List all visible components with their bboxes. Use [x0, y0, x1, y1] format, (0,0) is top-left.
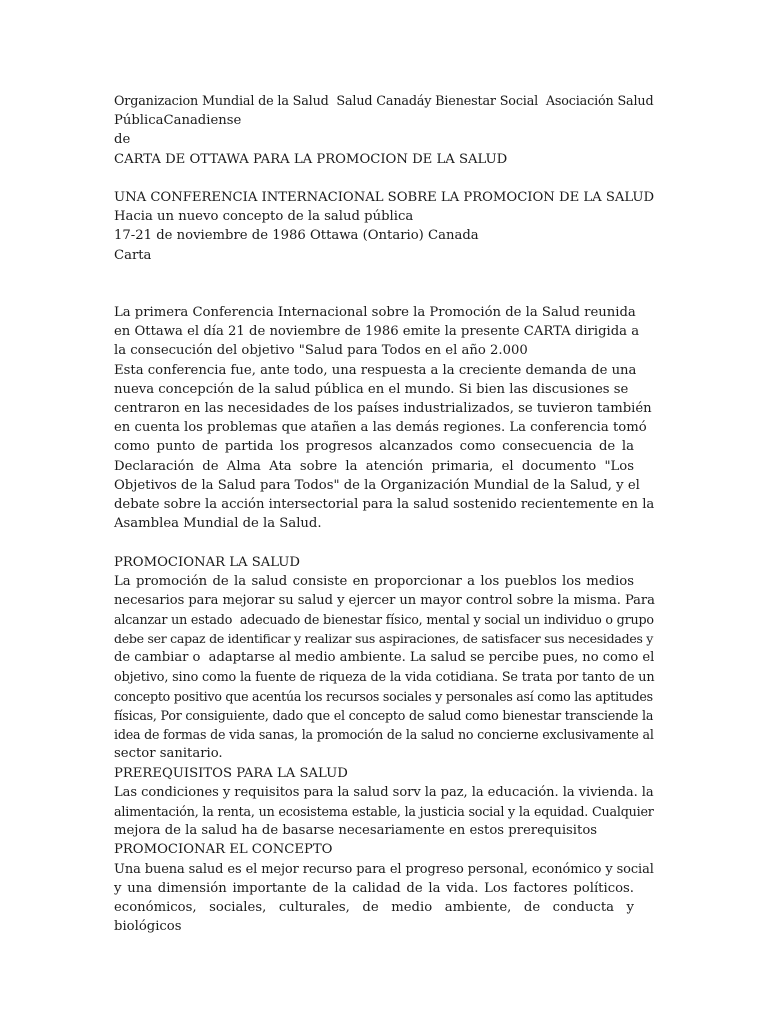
paragraph-line: Las condiciones y requisitos para la salud sorv la paz, la educación. la vivienda. la [114, 784, 654, 800]
paragraph-line: nueva concepción de la salud pública en el mundo. Si bien las discusiones se [114, 381, 629, 397]
paragraph-line: sector sanitario. [114, 746, 223, 762]
paragraph-line: de cambiar o adaptarse al medio ambiente. La salud se percibe pues, no como el [114, 650, 655, 666]
spacer [114, 169, 634, 188]
conference-title: UNA CONFERENCIA INTERNACIONAL SOBRE LA PROMOCION DE LA SALUD [114, 189, 655, 205]
paragraph-line: centraron en las necesidades de los países industrializados, se tuvieron también [114, 401, 652, 417]
document-title: CARTA DE OTTAWA PARA LA PROMOCION DE LA SALUD [114, 151, 508, 167]
paragraph-line: en cuenta los problemas que atañen a las demás regiones. La conferencia tomó [114, 420, 647, 436]
intro-paragraph [114, 303, 655, 533]
paragraph-line: Objetivos de la Salud para Todos" de la Organización Mundial de la Salud, y el [114, 477, 640, 493]
paragraph-line: Una buena salud es el mejor recurso para el progreso personal, económico y social [114, 861, 654, 877]
section-prerequisitos [114, 764, 654, 841]
paragraph-line: Declaración de Alma Ata sobre la atención primaria, el documento "Los [114, 458, 634, 474]
paragraph-line: y una dimensión importante de la calidad de la vida. Los factores políticos. [114, 880, 634, 896]
paragraph-line: mejora de la salud ha de basarse necesariamente en estos prerequisitos [114, 823, 598, 839]
paragraph-line: Asamblea Mundial de la Salud. [114, 516, 322, 532]
spacer [114, 265, 634, 303]
paragraph-line: objetivo, sino como la fuente de riqueza de la vida cotidiana. Se trata por tanto de un [114, 669, 655, 685]
paragraph-line: debate sobre la acción intersectorial para la salud sostenido recientemente en la [114, 496, 655, 512]
header-organizations-cont: PúblicaCanadiense [114, 113, 242, 129]
paragraph-line: La promoción de la salud consiste en proporcionar a los pueblos los medios [114, 573, 634, 589]
paragraph-line: concepto positivo que acentúa los recursos sociales y personales así como las aptitudes [114, 688, 653, 704]
paragraph-line: idea de formas de vida sanas, la promoción de la salud no concierne exclusivamente al [114, 727, 654, 743]
section-heading: PROMOCIONAR LA SALUD [114, 554, 300, 570]
paragraph-line: económicos, sociales, culturales, de medio ambiente, de conducta y biológicos [114, 899, 634, 935]
spacer [114, 533, 634, 552]
paragraph-line: alimentación, la renta, un ecosistema estable, la justicia social y la equidad. Cualquier [114, 803, 654, 819]
section-heading: PREREQUISITOS PARA LA SALUD [114, 765, 348, 781]
paragraph-line: debe ser capaz de identificar y realizar sus aspiraciones, de satisfacer sus necesidades y [114, 631, 654, 647]
paragraph-line: necesarios para mejorar su salud y ejercer un mayor control sobre la misma. Para [114, 592, 655, 608]
header-de: de [114, 132, 131, 148]
paragraph-line: como punto de partida los progresos alcanzados como consecuencia de la [114, 439, 634, 455]
paragraph-line: Esta conferencia fue, ante todo, una respuesta a la creciente demanda de una [114, 362, 637, 378]
header-organizations: Organizacion Mundial de la Salud Salud Canadáy Bienestar Social Asociación Salud [114, 94, 654, 109]
paragraph-line: la consecución del objetivo "Salud para Todos en el año 2.000 [114, 343, 528, 359]
section-promocionar [114, 553, 655, 764]
document-page [114, 92, 655, 935]
paragraph-line: en Ottawa el día 21 de noviembre de 1986 emite la presente CARTA dirigida a [114, 324, 640, 340]
section-heading: PROMOCIONAR EL CONCEPTO [114, 842, 333, 858]
paragraph-line: físicas, Por consiguiente, dado que el concepto de salud como bienestar transciende la [114, 708, 654, 724]
paragraph-line: alcanzar un estado adecuado de bienestar físico, mental y social un individuo o grupo [114, 612, 654, 628]
conference-label: Carta [114, 247, 152, 263]
section-concepto [114, 840, 654, 935]
conference-subtitle: Hacia un nuevo concepto de la salud pública [114, 209, 414, 225]
conference-dates: 17-21 de noviembre de 1986 Ottawa (Ontario) Canada [114, 228, 479, 244]
paragraph-line: La primera Conferencia Internacional sobre la Promoción de la Salud reunida [114, 305, 636, 321]
